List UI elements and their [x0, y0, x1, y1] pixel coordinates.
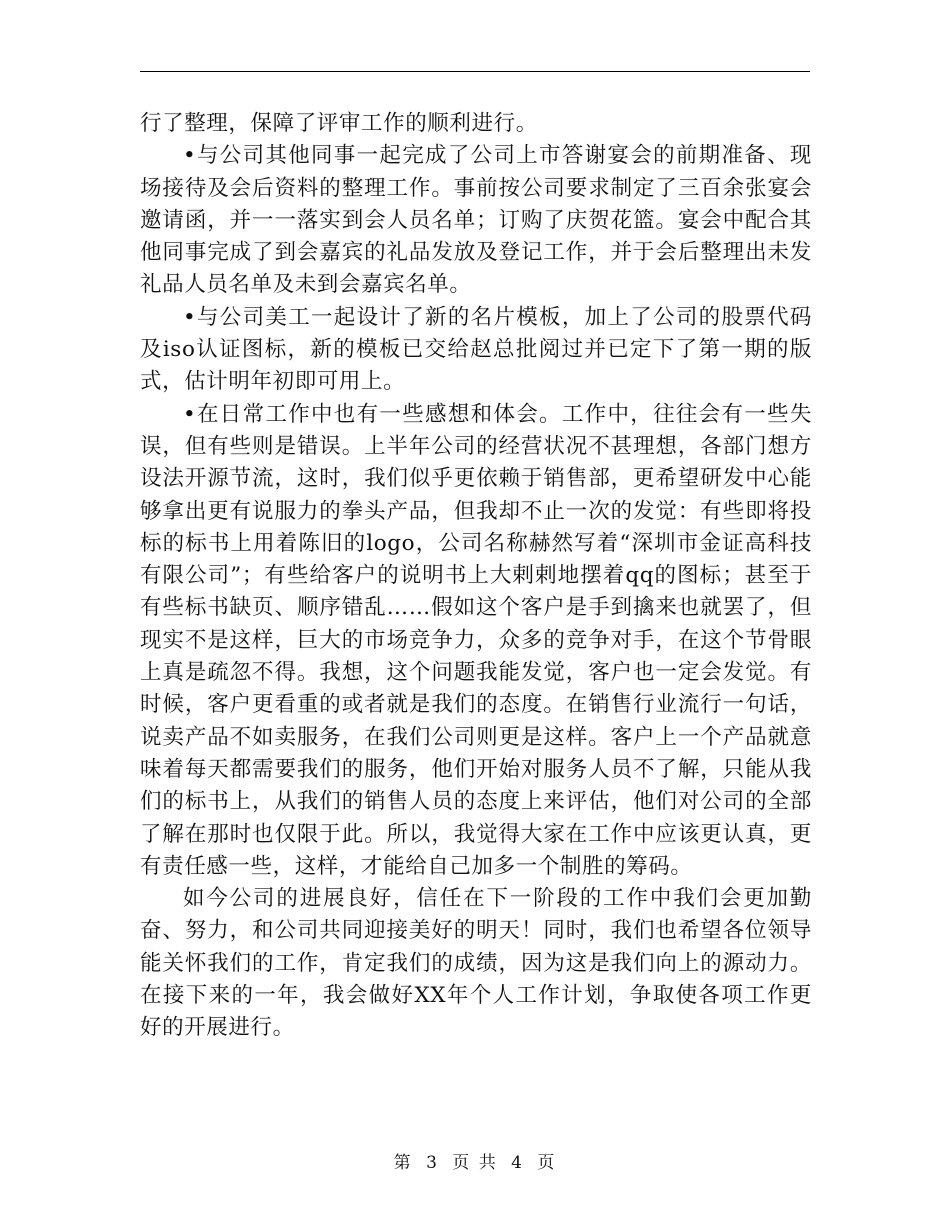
paragraph-continuation: 行了整理，保障了评审工作的顺利进行。 — [140, 111, 538, 136]
header-rule — [140, 71, 810, 72]
paragraph-closing: 如今公司的进展良好，信任在下一阶段的工作中我们会更加勤奋、努力，和公司共同迎接美好的明天！同时，我们也希望各位领导能关怀我们的工作，肯定我们的成绩，因为这是我们向上的源动力。在接下来的一年，我会做好XX年个人工作计划，争取使各项工作更好的开展进行。 — [140, 886, 812, 1041]
page-footer — [0, 1148, 950, 1173]
footer-current-page: 3 — [426, 1153, 439, 1173]
document-body — [140, 108, 812, 1045]
footer-suffix: 页 — [537, 1153, 557, 1173]
footer-middle: 页 共 — [452, 1153, 498, 1173]
paragraph-anniversary-banquet: •与公司其他同事一起完成了公司上市答谢宴会的前期准备、现场接待及会后资料的整理工作。事前按公司要求制定了三百余张宴会邀请函，并一一落实到会人员名单；订购了庆贺花篮。宴会中配合其他同事完成了到会嘉宾的礼品发放及登记工作，并于会后整理出未发礼品人员名单及未到会嘉宾名单。 — [140, 143, 812, 298]
footer-total-pages: 4 — [511, 1153, 524, 1173]
paragraph-work-reflections: •在日常工作中也有一些感想和体会。工作中，往往会有一些失误，但有些则是错误。上半年公司的经营状况不甚理想，各部门想方设法开源节流，这时，我们似乎更依赖于销售部，更希望研发中心能够拿出更有说服力的拳头产品，但我却不止一次的发觉：有些即将投标的标书上用着陈旧的logo，公司名称赫然写着“深圳市金证高科技有限公司”；有些给客户的说明书上大剌剌地摆着qq的图标；甚至于有些标书缺页、顺序错乱……假如这个客户是手到擒来也就罢了，但现实不是这样，巨大的市场竞争力，众多的竞争对手，在这个节骨眼上真是疏忽不得。我想，这个问题我能发觉，客户也一定会发觉。有时候，客户更看重的或者就是我们的态度。在销售行业流行一句话，说卖产品不如卖服务，在我们公司则更是这样。客户上一个产品就意味着每天都需要我们的服务，他们开始对服务人员不了解，只能从我们的标书上，从我们的销售人员的态度上来评估，他们对公司的全部了解在那时也仅限于此。所以，我觉得大家在工作中应该更认真，更有责任感一些，这样，才能给自己加多一个制胜的筹码。 — [140, 401, 812, 879]
paragraph-business-card-template: •与公司美工一起设计了新的名片模板，加上了公司的股票代码及iso认证图标，新的模板已交给赵总批阅过并已定下了第一期的版式，估计明年初即可用上。 — [140, 304, 812, 395]
footer-prefix: 第 — [393, 1153, 413, 1173]
